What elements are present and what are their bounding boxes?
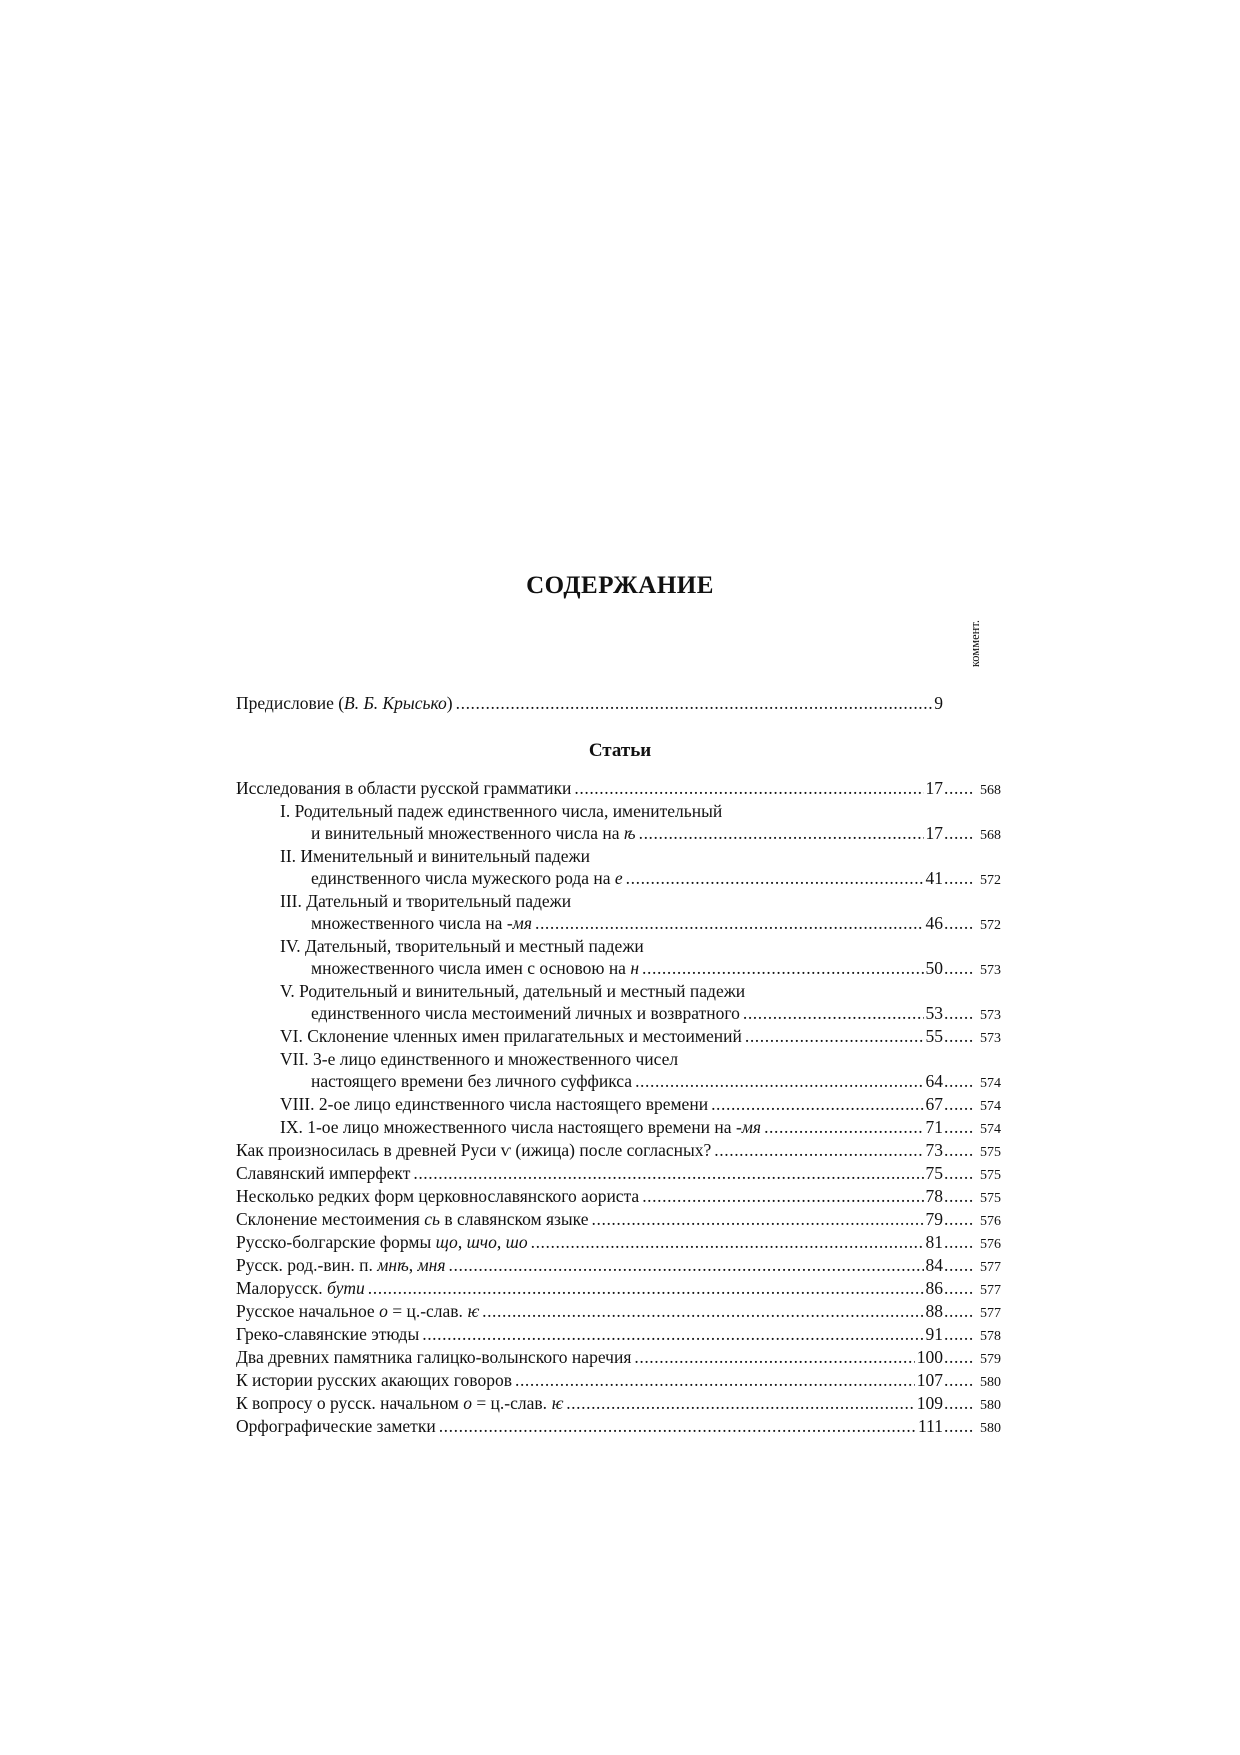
toc-entry-title: К вопросу о русск. начальном о = ц.-слав. ѥ bbox=[236, 1393, 564, 1413]
dot-leader bbox=[745, 1025, 924, 1048]
dot-leader bbox=[531, 1231, 924, 1254]
dot-leader bbox=[944, 822, 974, 845]
toc-page-number: 73 bbox=[925, 1140, 943, 1160]
toc-entry-title: Русск. род.-вин. п. мнѣ, мня bbox=[236, 1255, 446, 1275]
dot-leader bbox=[944, 1392, 974, 1415]
toc-comment-page: 574 bbox=[980, 1099, 1001, 1114]
dot-leader bbox=[944, 1185, 974, 1208]
toc-entry[interactable] bbox=[236, 1093, 1001, 1116]
toc-entry-title: Несколько редких форм церковнославянского аориста bbox=[236, 1186, 640, 1206]
toc-page-number: 53 bbox=[925, 1003, 943, 1023]
toc-entry[interactable] bbox=[236, 1025, 1001, 1048]
toc-entry-title: V. Родительный и винительный, дательный и местный падежи bbox=[280, 981, 746, 1001]
dot-leader bbox=[944, 1415, 974, 1438]
dot-leader bbox=[764, 1116, 923, 1139]
dot-leader bbox=[944, 867, 974, 890]
toc-entry[interactable] bbox=[236, 1323, 1001, 1346]
toc-comment-page: 580 bbox=[980, 1375, 1001, 1390]
toc-comment-page: 573 bbox=[980, 963, 1001, 978]
dot-leader bbox=[482, 1300, 923, 1323]
dot-leader bbox=[422, 1323, 923, 1346]
dot-leader bbox=[449, 1254, 924, 1277]
toc-entry[interactable] bbox=[236, 777, 1001, 800]
toc-page-number: 67 bbox=[925, 1094, 943, 1114]
toc-page-number: 81 bbox=[925, 1232, 943, 1252]
dot-leader bbox=[574, 777, 923, 800]
toc-entry-title: Греко-славянские этюды bbox=[236, 1324, 420, 1344]
toc-entry-title: Предисловие (В. Б. Крысько) bbox=[236, 693, 453, 713]
toc-comment-page: 573 bbox=[980, 1008, 1001, 1023]
dot-leader bbox=[944, 1231, 974, 1254]
dot-leader bbox=[944, 1162, 974, 1185]
toc-entry-title: Русско-болгарские формы що, шчо, шо bbox=[236, 1232, 528, 1252]
dot-leader bbox=[944, 1093, 974, 1116]
toc-entry[interactable] bbox=[236, 1208, 1001, 1231]
toc-entry-title: Русское начальное о = ц.-слав. ѥ bbox=[236, 1301, 480, 1321]
dot-leader bbox=[535, 912, 924, 935]
dot-leader bbox=[944, 1070, 974, 1093]
toc-page-number: 41 bbox=[925, 868, 943, 888]
dot-leader bbox=[944, 957, 974, 980]
toc-entry[interactable] bbox=[236, 1415, 1001, 1438]
toc-page-number: 91 bbox=[925, 1324, 943, 1344]
dot-leader bbox=[944, 1346, 974, 1369]
toc-comment-page: 568 bbox=[980, 828, 1001, 843]
dot-leader bbox=[944, 1116, 974, 1139]
toc-entry[interactable] bbox=[236, 1162, 1001, 1185]
toc-entry[interactable] bbox=[236, 912, 1001, 935]
toc-entry-line bbox=[236, 1048, 1001, 1070]
toc-entry-line bbox=[236, 890, 1001, 912]
toc-entry[interactable] bbox=[236, 1002, 1001, 1025]
toc-entry-title: единственного числа мужеского рода на е bbox=[311, 868, 623, 888]
toc-comment-page: 572 bbox=[980, 918, 1001, 933]
dot-leader bbox=[944, 1208, 974, 1231]
toc-entry[interactable] bbox=[236, 1116, 1001, 1139]
toc-page-number: 84 bbox=[925, 1255, 943, 1275]
toc-comment-page: 573 bbox=[980, 1031, 1001, 1046]
toc-entry-line bbox=[236, 935, 1001, 957]
dot-leader bbox=[642, 957, 923, 980]
dot-leader bbox=[743, 1002, 924, 1025]
toc-page-number: 86 bbox=[925, 1278, 943, 1298]
dot-leader bbox=[944, 1002, 974, 1025]
toc-page-number: 71 bbox=[925, 1117, 943, 1137]
toc-page-number: 17 bbox=[925, 778, 943, 798]
toc-page-number: 79 bbox=[925, 1209, 943, 1229]
toc-entry[interactable] bbox=[236, 1139, 1001, 1162]
toc-comment-page: 575 bbox=[980, 1168, 1001, 1183]
dot-leader bbox=[714, 1139, 923, 1162]
toc-entry-title: Орфографические заметки bbox=[236, 1416, 436, 1436]
toc-entry-title: Склонение местоимения сь в славянском языке bbox=[236, 1209, 589, 1229]
toc-entry-title: единственного числа местоимений личных и возвратного bbox=[311, 1003, 740, 1023]
toc-entry[interactable] bbox=[236, 1300, 1001, 1323]
toc-comment-page: 568 bbox=[980, 783, 1001, 798]
toc-page-number: 78 bbox=[925, 1186, 943, 1206]
toc-entry-title: VII. 3-е лицо единственного и множественного чисел bbox=[280, 1049, 679, 1069]
toc-entry[interactable] bbox=[236, 1369, 1001, 1392]
dot-leader bbox=[944, 1277, 974, 1300]
toc-entry-title: III. Дательный и творительный падежи bbox=[280, 891, 572, 911]
dot-leader bbox=[944, 912, 974, 935]
toc-entry-title: Славянский имперфект bbox=[236, 1163, 411, 1183]
toc-entry-line bbox=[236, 980, 1001, 1002]
dot-leader bbox=[368, 1277, 924, 1300]
toc-entry-line bbox=[236, 845, 1001, 867]
toc-entry[interactable] bbox=[236, 1277, 1001, 1300]
toc-list bbox=[236, 777, 1001, 1438]
toc-comment-page: 575 bbox=[980, 1191, 1001, 1206]
toc-entry-title: настоящего времени без личного суффикса bbox=[311, 1071, 633, 1091]
toc-comment-page: 580 bbox=[980, 1421, 1001, 1436]
dot-leader bbox=[944, 1254, 974, 1277]
toc-entry-title: Малорусск. бути bbox=[236, 1278, 365, 1298]
dot-leader bbox=[944, 1323, 974, 1346]
toc-entry-title: IX. 1-ое лицо множественного числа настоящего времени на -мя bbox=[280, 1117, 762, 1137]
dot-leader bbox=[515, 1369, 915, 1392]
dot-leader bbox=[456, 692, 933, 715]
toc-entry-title: множественного числа на -мя bbox=[311, 913, 532, 933]
toc-entry[interactable] bbox=[236, 1346, 1001, 1369]
dot-leader bbox=[944, 1025, 974, 1048]
toc-comment-page: 577 bbox=[980, 1283, 1001, 1298]
toc-entry-title: и винительный множественного числа на ѣ bbox=[311, 823, 636, 843]
toc-entry[interactable] bbox=[236, 822, 1001, 845]
toc-comment-page: 580 bbox=[980, 1398, 1001, 1413]
toc-comment-page: 579 bbox=[980, 1352, 1001, 1367]
toc-page-number: 17 bbox=[925, 823, 943, 843]
toc-entry[interactable] bbox=[236, 1070, 1001, 1093]
toc-page-number: 50 bbox=[925, 958, 943, 978]
page-title: СОДЕРЖАНИЕ bbox=[526, 572, 714, 599]
dot-leader bbox=[639, 822, 924, 845]
toc-comment-page: 574 bbox=[980, 1076, 1001, 1091]
dot-leader bbox=[413, 1162, 923, 1185]
comment-column-heading: коммент. bbox=[968, 620, 982, 668]
dot-leader bbox=[944, 1300, 974, 1323]
dot-leader bbox=[439, 1415, 916, 1438]
toc-entry-title: IV. Дательный, творительный и местный падежи bbox=[280, 936, 644, 956]
toc-page-number: 109 bbox=[916, 1393, 943, 1413]
toc-entry-title: VIII. 2-ое лицо единственного числа настоящего времени bbox=[280, 1094, 709, 1114]
dot-leader bbox=[626, 867, 924, 890]
toc-page-number: 100 bbox=[916, 1347, 943, 1367]
dot-leader bbox=[944, 777, 974, 800]
dot-leader bbox=[634, 1346, 914, 1369]
toc-page-number: 64 bbox=[925, 1071, 943, 1091]
toc-page-number: 111 bbox=[918, 1416, 943, 1436]
toc-entry-line bbox=[236, 800, 1001, 822]
toc-page-number: 88 bbox=[925, 1301, 943, 1321]
toc-comment-page: 577 bbox=[980, 1260, 1001, 1275]
toc-entry-title: Как произносилась в древней Руси ѵ (ижица) после согласных? bbox=[236, 1140, 712, 1160]
dot-leader bbox=[592, 1208, 924, 1231]
toc-preface-list bbox=[236, 692, 1001, 715]
toc-entry[interactable] bbox=[236, 957, 1001, 980]
toc-comment-page: 577 bbox=[980, 1306, 1001, 1321]
dot-leader bbox=[566, 1392, 915, 1415]
toc-page-number: 107 bbox=[916, 1370, 943, 1390]
dot-leader bbox=[944, 1369, 974, 1392]
toc-comment-page: 576 bbox=[980, 1237, 1001, 1252]
toc-comment-page: 575 bbox=[980, 1145, 1001, 1160]
toc-entry-title: К истории русских акающих говоров bbox=[236, 1370, 512, 1390]
toc-entry-title: Исследования в области русской грамматики bbox=[236, 778, 572, 798]
toc-entry[interactable] bbox=[236, 1392, 1001, 1415]
toc-comment-page: 574 bbox=[980, 1122, 1001, 1137]
dot-leader bbox=[944, 1139, 974, 1162]
toc-comment-page: 576 bbox=[980, 1214, 1001, 1229]
toc-entry[interactable] bbox=[236, 867, 1001, 890]
toc-entry-preface[interactable] bbox=[236, 692, 1001, 715]
toc-page-number: 9 bbox=[934, 693, 943, 713]
toc-entry-title: множественного числа имен с основою на н bbox=[311, 958, 640, 978]
dot-leader bbox=[642, 1185, 923, 1208]
toc-entry-title: VI. Склонение членных имен прилагательных и местоимений bbox=[280, 1026, 742, 1046]
dot-leader bbox=[635, 1070, 923, 1093]
toc-comment-page: 578 bbox=[980, 1329, 1001, 1344]
toc-entry[interactable] bbox=[236, 1185, 1001, 1208]
toc-entry-title: Два древних памятника галицко-волынского наречия bbox=[236, 1347, 632, 1367]
toc-entry-title: II. Именительный и винительный падежи bbox=[280, 846, 590, 866]
toc-comment-page: 572 bbox=[980, 873, 1001, 888]
toc-page-number: 55 bbox=[925, 1026, 943, 1046]
toc-entry[interactable] bbox=[236, 1231, 1001, 1254]
dot-leader bbox=[711, 1093, 923, 1116]
toc-page-number: 75 bbox=[925, 1163, 943, 1183]
toc-entry[interactable] bbox=[236, 1254, 1001, 1277]
toc-page-number: 46 bbox=[925, 913, 943, 933]
section-heading: Статьи bbox=[588, 740, 652, 761]
toc-entry-title: I. Родительный падеж единственного числа, именительный bbox=[280, 801, 723, 821]
